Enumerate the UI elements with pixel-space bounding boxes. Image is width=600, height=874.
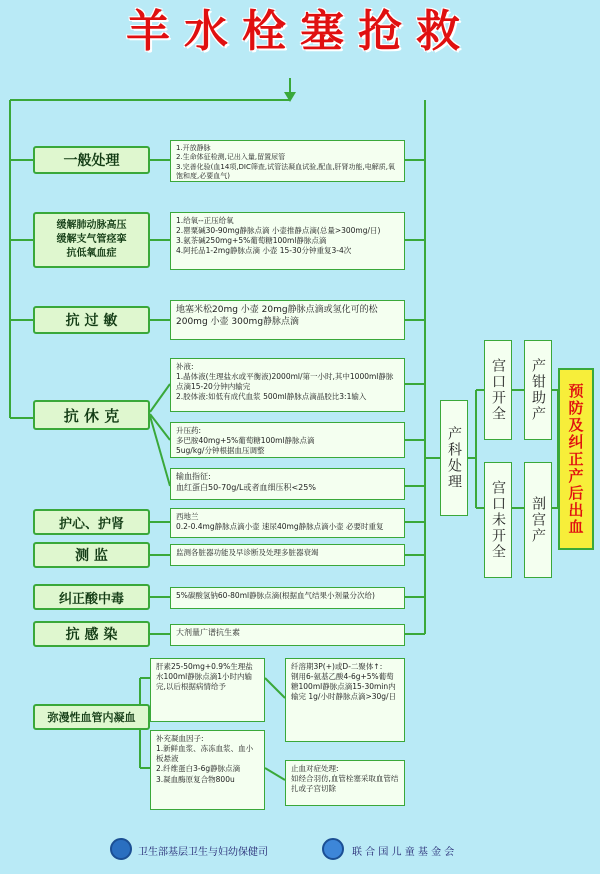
step-infection: 抗 感 染 xyxy=(33,621,150,647)
step-cardio: 护心、护肾 xyxy=(33,509,150,535)
step-dic: 弥漫性血管内凝血 xyxy=(33,704,150,730)
footer-org-left: 卫生部基层卫生与妇幼保健司 xyxy=(138,847,268,858)
unicef-logo-icon xyxy=(322,838,344,860)
detail-dic-hemostasis: 止血对症处理: 如经合羽仿,血管栓塞采取血管结扎或子宫切除 xyxy=(285,760,405,806)
detail-acidosis: 5%碳酸氢钠60-80ml静脉点滴(根据血气结果小剂量分次给) xyxy=(170,587,405,609)
footer-org-right: 联 合 国 儿 童 基 金 会 xyxy=(352,847,455,858)
cesarean-section: 剖宫产 xyxy=(524,462,552,578)
step-antishock: 抗 休 克 xyxy=(33,400,150,430)
obstetric-handling: 产科处理 xyxy=(440,400,468,516)
step-monitor: 测 监 xyxy=(33,542,150,568)
detail-shock-transfusion: 输血指征: 血红蛋白50-70g/L或者血细压积<25% xyxy=(170,468,405,500)
detail-cardio: 西地兰 0.2-0.4mg静脉点滴小壶 速尿40mg静脉点滴小壶 必要时重复 xyxy=(170,508,405,538)
detail-infection: 大剂量广谱抗生素 xyxy=(170,624,405,646)
page-title: 羊水栓塞抢救 xyxy=(126,6,474,57)
cervix-not-full: 宫口未开全 xyxy=(484,462,512,578)
forceps-delivery: 产钳助产 xyxy=(524,340,552,440)
detail-dic-heparin: 肝素25-50mg+0.9%生理盐水100ml静脉点滴1小时内输完,以后根据病情给予 xyxy=(150,658,265,722)
detail-general: 1.开放静脉 2.生命体征检测,记出入量,留置尿管 3.完善化验(血14项,DIC筛查,试管法凝血试验,配血,肝肾功能,电解质,氧饱和度,必要血气) xyxy=(170,140,405,182)
detail-shock-pressor: 升压药: 多巴胺40mg+5%葡萄糖100ml静脉点滴 5ug/kg/分钟根据血压调整 xyxy=(170,422,405,458)
detail-antiallergy: 地塞米松20mg 小壶 20mg静脉点滴或氢化可的松200mg 小壶 300mg静脉点滴 xyxy=(170,300,405,340)
step-general: 一般处理 xyxy=(33,146,150,174)
step-antiallergy: 抗 过 敏 xyxy=(33,306,150,334)
step-relieve: 缓解肺动脉高压 缓解支气管痉挛 抗低氧血症 xyxy=(33,212,150,268)
prevent-postpartum-hemorrhage: 预防及纠正产后出血 xyxy=(558,368,594,550)
cervix-full: 宫口开全 xyxy=(484,340,512,440)
ministry-logo-icon xyxy=(110,838,132,860)
detail-relieve: 1.给氧--正压给氧 2.罂粟碱30-90mg静脉点滴 小壶推静点滴(总量>300mg/日) 3.氨茶碱250mg+5%葡萄糖100ml静脉点滴 4.阿托品1-2mg静脉点滴 小壶 15-30分钟重复3-4次 xyxy=(170,212,405,270)
detail-monitor: 监测各脏器功能及早诊断及处理多脏器衰竭 xyxy=(170,544,405,566)
step-acidosis: 纠正酸中毒 xyxy=(33,584,150,610)
detail-dic-factors: 补充凝血因子: 1.新鲜血浆、冻冻血浆、血小板悬液 2.纤维蛋白3-6g静脉点滴 3.凝血酶原复合物800u xyxy=(150,730,265,810)
detail-dic-fibrinolysis: 纤溶期3P(+)或D-二聚体↑: 钢用6-氨基乙酸4-6g+5%葡萄糖100ml静脉点滴15-30min内输完 1g/小时静脉点滴>30g/日 xyxy=(285,658,405,742)
detail-shock-volume: 补液: 1.晶体液(生理盐水或平衡液)2000ml/第一小时,其中1000ml静脉点滴15-20分钟内输完 2.胶体液:如低有成代血浆 500ml静脉点滴晶胶比3:1输入 xyxy=(170,358,405,412)
